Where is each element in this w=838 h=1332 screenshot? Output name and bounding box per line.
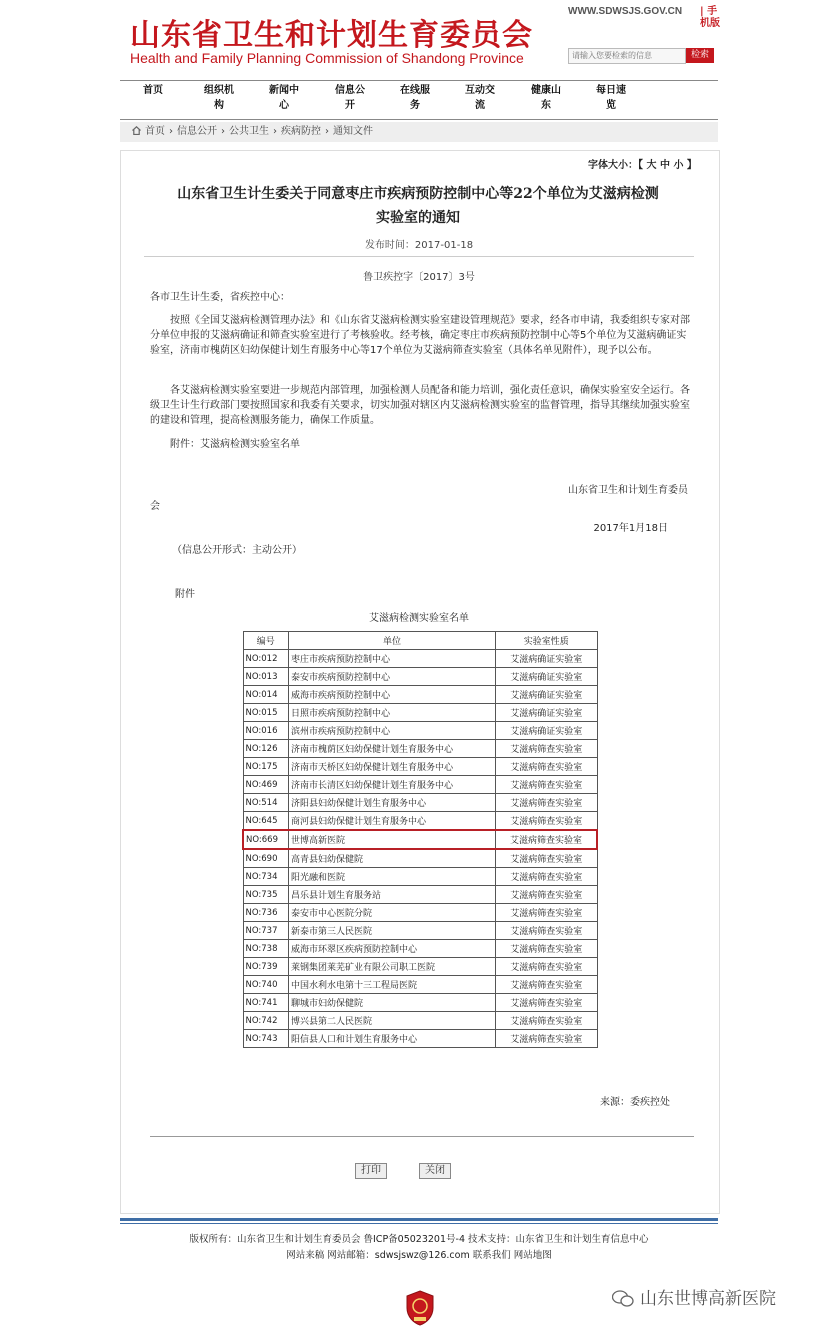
source: 来源：委疾控处	[600, 1097, 670, 1108]
document-number: 鲁卫疾控字〔2017〕3号	[363, 272, 475, 283]
row-unit: 济南市长清区妇幼保健计划生育服务中心	[289, 776, 496, 794]
row-number: NO:013	[243, 668, 289, 686]
footer-rule	[120, 1218, 718, 1221]
footer-copyright: 版权所有：山东省卫生和计划生育委员会 鲁ICP备05023201号-4 技术支持：山东省卫生和计划生育信息中心	[189, 1234, 649, 1245]
footer-links[interactable]: 网站来稿 网站邮箱：sdwsjswz@126.com 联系我们 网站地图	[286, 1250, 552, 1261]
row-unit: 威海市环翠区疾病预防控制中心	[289, 940, 496, 958]
signing-org: 山东省卫生和计划生育委员	[568, 485, 688, 496]
breadcrumb-public-health[interactable]: 公共卫生	[229, 126, 269, 137]
row-lab-type: 艾滋病筛查实验室	[496, 904, 598, 922]
row-lab-type: 艾滋病筛查实验室	[496, 922, 598, 940]
row-unit: 高青县妇幼保健院	[289, 849, 496, 868]
nav-item-news[interactable]: 新闻中 心	[269, 85, 299, 111]
row-lab-type: 艾滋病筛查实验室	[496, 940, 598, 958]
row-lab-type: 艾滋病确证实验室	[496, 686, 598, 704]
signing-org-cont: 会	[150, 501, 160, 512]
row-number: NO:690	[243, 849, 289, 868]
table-row	[243, 886, 597, 904]
row-lab-type: 艾滋病确证实验室	[496, 668, 598, 686]
row-lab-type: 艾滋病筛查实验室	[496, 740, 598, 758]
row-unit: 新泰市第三人民医院	[289, 922, 496, 940]
row-lab-type: 艾滋病筛查实验室	[496, 758, 598, 776]
row-unit: 济南市天桥区妇幼保健计划生育服务中心	[289, 758, 496, 776]
table-row	[243, 686, 597, 704]
table-row	[243, 704, 597, 722]
table-row	[243, 868, 597, 886]
row-unit: 枣庄市疾病预防控制中心	[289, 650, 496, 668]
row-number: NO:743	[243, 1030, 289, 1048]
table-row	[243, 1012, 597, 1030]
row-number: NO:736	[243, 904, 289, 922]
wechat-icon	[612, 1290, 634, 1308]
row-unit: 泰安市中心医院分院	[289, 904, 496, 922]
font-size-control[interactable]: 字体大小：【 大 中 小 】	[588, 160, 697, 171]
site-title-cn: 山东省卫生和计划生育委员会	[130, 18, 533, 53]
row-number: NO:739	[243, 958, 289, 976]
row-lab-type: 艾滋病筛查实验室	[496, 976, 598, 994]
row-unit: 滨州市疾病预防控制中心	[289, 722, 496, 740]
site-title-en: Health and Family Planning Commission of Shandong Province	[130, 50, 524, 66]
row-lab-type: 艾滋病筛查实验室	[496, 849, 598, 868]
row-lab-type: 艾滋病筛查实验室	[496, 868, 598, 886]
table-header-row	[243, 632, 597, 650]
row-lab-type: 艾滋病筛查实验室	[496, 1030, 598, 1048]
row-lab-type: 艾滋病筛查实验室	[496, 776, 598, 794]
table-row	[243, 849, 597, 868]
row-number: NO:015	[243, 704, 289, 722]
row-lab-type: 艾滋病筛查实验室	[496, 886, 598, 904]
nav-item-daily-brief[interactable]: 每日速 览	[596, 85, 626, 111]
table-row	[243, 758, 597, 776]
row-unit: 济阳县妇幼保健计划生育服务中心	[289, 794, 496, 812]
table-row	[243, 722, 597, 740]
site-url[interactable]: WWW.SDWSJS.GOV.CN	[568, 6, 683, 17]
row-unit: 威海市疾病预防控制中心	[289, 686, 496, 704]
table-row	[243, 958, 597, 976]
row-unit: 泰安市疾病预防控制中心	[289, 668, 496, 686]
breadcrumb: 首页 › 信息公开 › 公共卫生 › 疾病防控 › 通知文件	[120, 122, 718, 142]
nav-item-disclosure[interactable]: 信息公 开	[335, 85, 365, 111]
breadcrumb-disclosure[interactable]: 信息公开	[177, 126, 217, 137]
table-row	[243, 922, 597, 940]
row-lab-type: 艾滋病筛查实验室	[496, 958, 598, 976]
greeting: 各市卫生计生委，省疾控中心：	[150, 292, 290, 303]
row-unit: 聊城市妇幼保健院	[289, 994, 496, 1012]
row-number: NO:669	[243, 830, 289, 849]
table-row	[243, 650, 597, 668]
row-number: NO:738	[243, 940, 289, 958]
row-unit: 阳光融和医院	[289, 868, 496, 886]
table-row	[243, 994, 597, 1012]
row-unit: 中国水利水电第十三工程局医院	[289, 976, 496, 994]
divider	[144, 256, 694, 257]
nav-item-interaction[interactable]: 互动交 流	[465, 85, 495, 111]
breadcrumb-notices[interactable]: 通知文件	[333, 126, 373, 137]
watermark-text: 山东世博高新医院	[612, 1284, 776, 1309]
row-number: NO:734	[243, 868, 289, 886]
search-field[interactable]	[568, 48, 686, 64]
header-number: 编号	[243, 632, 289, 650]
row-lab-type: 艾滋病筛查实验室	[496, 830, 598, 849]
publish-date: 发布时间：2017-01-18	[364, 240, 474, 251]
home-icon	[132, 123, 141, 132]
search-input[interactable]	[569, 49, 685, 61]
site-header	[0, 0, 838, 80]
row-number: NO:645	[243, 812, 289, 831]
table-title: 艾滋病检测实验室名单	[369, 613, 469, 624]
row-number: NO:175	[243, 758, 289, 776]
nav-item-organization[interactable]: 组织机 构	[204, 85, 234, 111]
row-lab-type: 艾滋病筛查实验室	[496, 794, 598, 812]
table-row	[243, 740, 597, 758]
paragraph-1: 按照《全国艾滋病检测管理办法》和《山东省艾滋病检测实验室建设管理规范》要求，经各市申请，我委组织专家对部分单位申报的艾滋病确证和筛查实验室进行了考核验收。经考核，确定枣庄市疾病预防控制中心等5个单位为艾滋病确证实验室，济南市槐荫区妇幼保健计划生育服务中心等17个单位为艾滋病筛查实验室（具体名单见附件），现予以公布。	[150, 315, 690, 356]
row-lab-type: 艾滋病确证实验室	[496, 650, 598, 668]
row-unit: 昌乐县计划生育服务站	[289, 886, 496, 904]
article-title: 山东省卫生计生委关于同意枣庄市疾病预防控制中心等22个单位为艾滋病检测 实验室的通知	[177, 186, 659, 226]
main-nav	[120, 80, 718, 120]
paragraph-2: 各艾滋病检测实验室要进一步规范内部管理，加强检测人员配备和能力培训，强化责任意识，确保实验室安全运行。各级卫生计生行政部门要按照国家和我委有关要求，切实加强对辖区内艾滋病检测实验室的监督管理，指导其继续加强实验室的建设和管理，提高检测服务能力，确保工作质量。	[150, 385, 690, 426]
row-number: NO:740	[243, 976, 289, 994]
row-number: NO:012	[243, 650, 289, 668]
table-row	[243, 776, 597, 794]
row-unit: 商河县妇幼保健计划生育服务中心	[289, 812, 496, 831]
row-lab-type: 艾滋病筛查实验室	[496, 1012, 598, 1030]
nav-item-online-service[interactable]: 在线服 务	[400, 85, 430, 111]
row-number: NO:741	[243, 994, 289, 1012]
table-row	[243, 976, 597, 994]
table-row	[243, 830, 597, 849]
row-lab-type: 艾滋病筛查实验室	[496, 994, 598, 1012]
header-unit: 单位	[289, 632, 496, 650]
attachment-line: 附件：艾滋病检测实验室名单	[170, 439, 300, 450]
nav-item-home[interactable]: 首页	[143, 85, 163, 96]
row-number: NO:737	[243, 922, 289, 940]
row-unit: 日照市疾病预防控制中心	[289, 704, 496, 722]
table-row	[243, 794, 597, 812]
table-row	[243, 904, 597, 922]
lab-table	[242, 631, 598, 1048]
row-unit: 世博高新医院	[289, 830, 496, 849]
row-lab-type: 艾滋病确证实验室	[496, 722, 598, 740]
signing-date: 2017年1月18日	[593, 523, 668, 534]
disclosure-form: （信息公开形式：主动公开）	[172, 545, 302, 556]
row-number: NO:742	[243, 1012, 289, 1030]
row-unit: 济南市槐荫区妇幼保健计划生育服务中心	[289, 740, 496, 758]
breadcrumb-disease-control[interactable]: 疾病防控	[281, 126, 321, 137]
table-row	[243, 668, 597, 686]
row-unit: 博兴县第二人民医院	[289, 1012, 496, 1030]
row-unit: 阳信县人口和计划生育服务中心	[289, 1030, 496, 1048]
table-row	[243, 812, 597, 831]
row-lab-type: 艾滋病筛查实验室	[496, 812, 598, 831]
row-number: NO:735	[243, 886, 289, 904]
mobile-version-link[interactable]: | 手机版	[700, 6, 720, 29]
row-lab-type: 艾滋病确证实验室	[496, 704, 598, 722]
row-number: NO:014	[243, 686, 289, 704]
divider	[150, 1136, 694, 1137]
nav-item-health-shandong[interactable]: 健康山 东	[531, 85, 561, 111]
header-lab-type: 实验室性质	[496, 632, 598, 650]
row-number: NO:469	[243, 776, 289, 794]
gov-emblem-icon[interactable]	[405, 1290, 435, 1326]
table-row	[243, 940, 597, 958]
attachment-heading: 附件	[175, 589, 195, 600]
row-number: NO:126	[243, 740, 289, 758]
close-button[interactable]: 关闭	[419, 1163, 451, 1179]
search-button[interactable]: 检索	[686, 48, 714, 63]
table-row	[243, 1030, 597, 1048]
footer-rule	[120, 1223, 718, 1224]
row-number: NO:514	[243, 794, 289, 812]
breadcrumb-home[interactable]: 首页	[145, 126, 165, 137]
row-unit: 莱钢集团莱芜矿业有限公司职工医院	[289, 958, 496, 976]
print-button[interactable]: 打印	[355, 1163, 387, 1179]
row-number: NO:016	[243, 722, 289, 740]
